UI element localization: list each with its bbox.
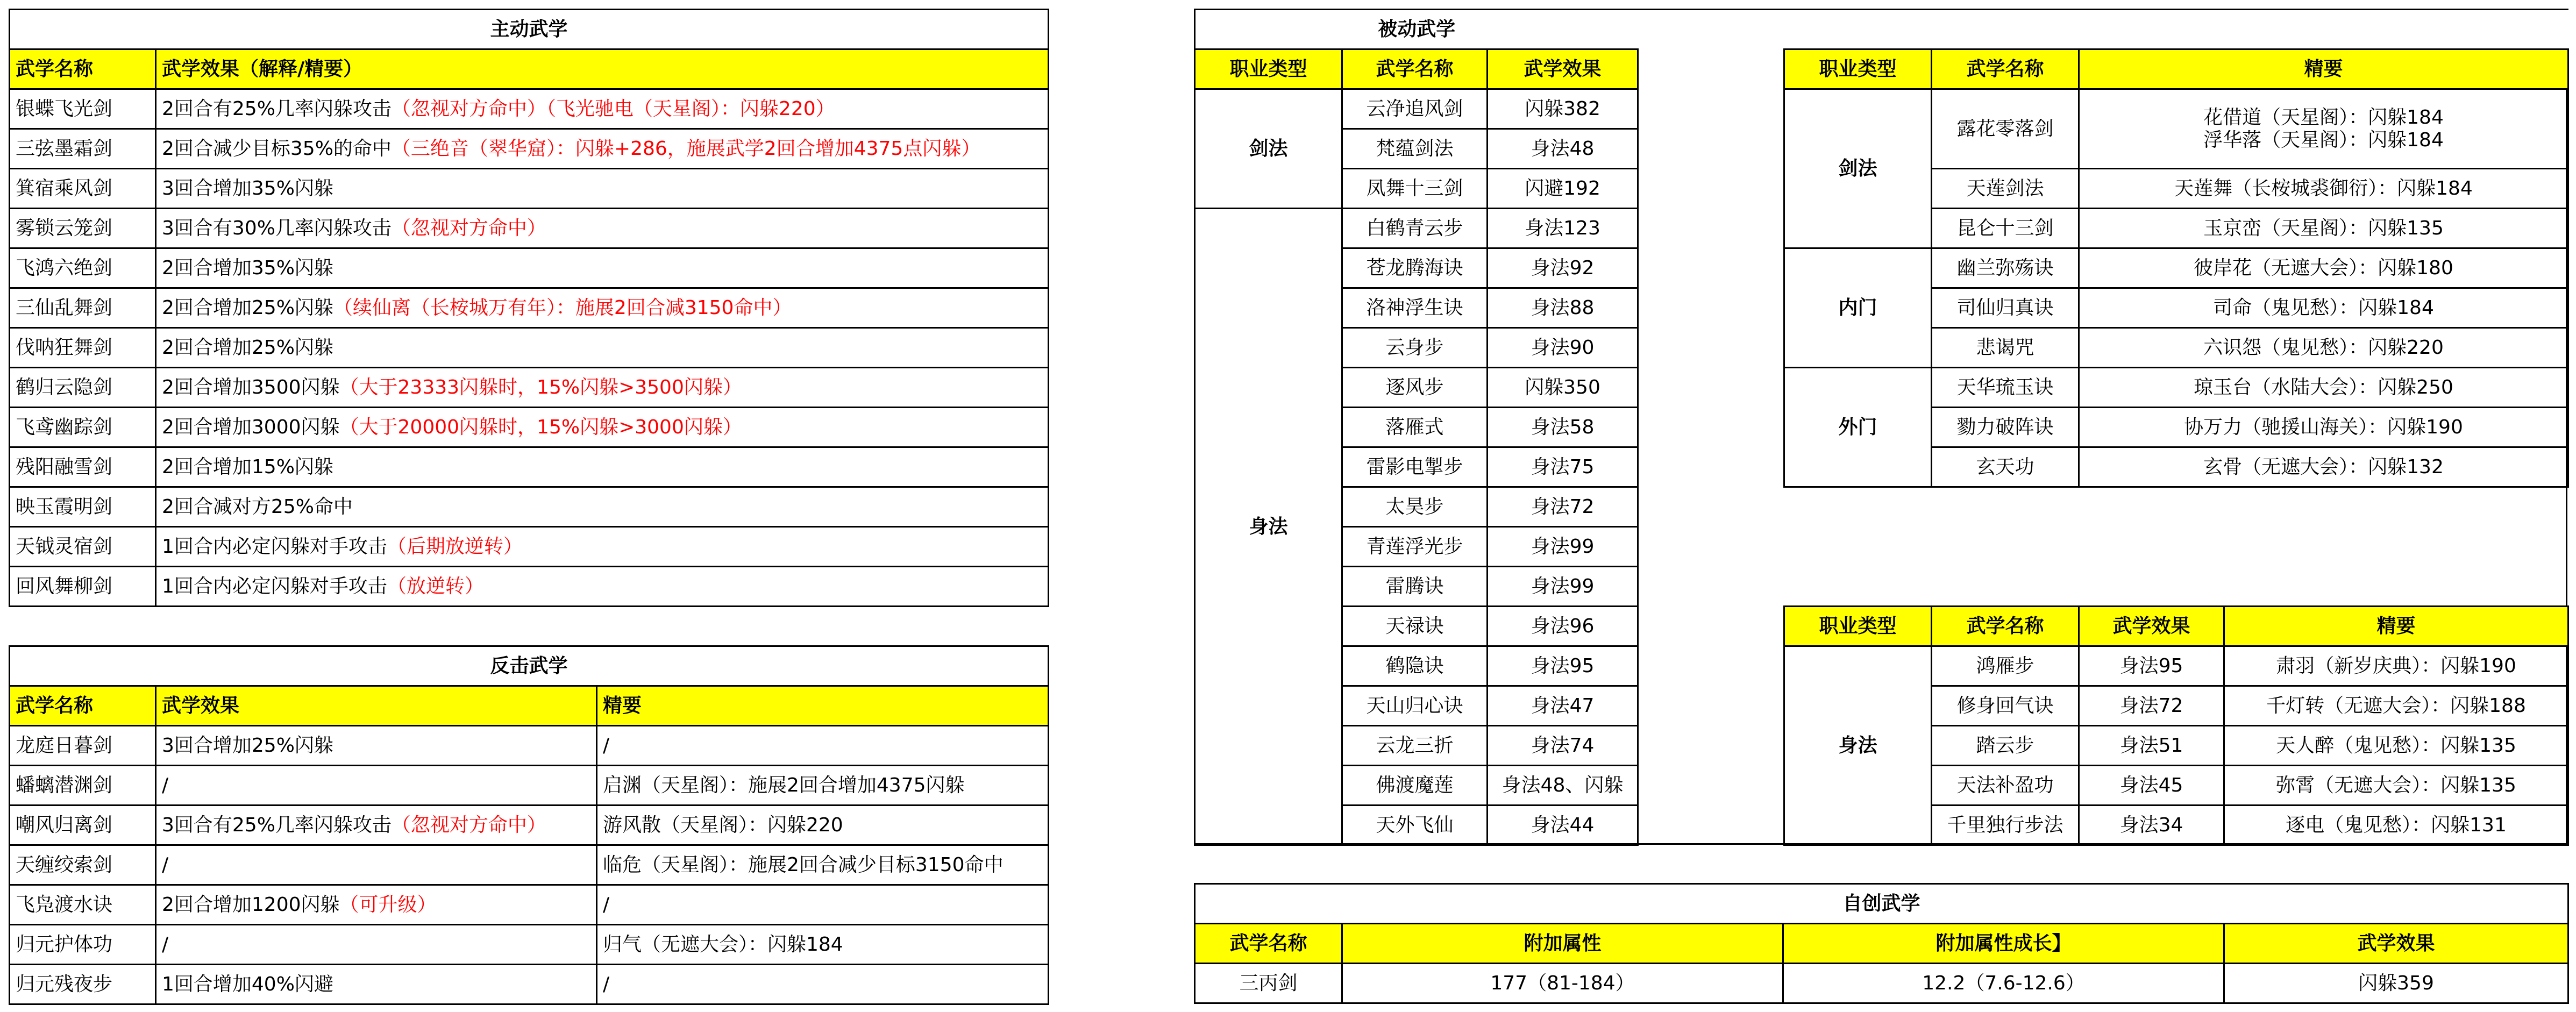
skill-name: 飞鸢幽踪剑	[10, 408, 156, 447]
skill-effect: 3回合有25%几率闪躲攻击（忽视对方命中）	[156, 806, 597, 845]
skill-refine: 彼岸花（无遮大会）：闪躲180	[2079, 248, 2568, 288]
skill-refine: 天人醉（鬼见愁）：闪躲135	[2224, 726, 2568, 766]
skill-effect: 身法34	[2079, 806, 2224, 845]
table-row	[10, 169, 1049, 209]
skill-effect: /	[156, 845, 597, 885]
skill-effect: 闪躲382	[1488, 89, 1638, 129]
extra-attr: 177（81-184）	[1342, 964, 1783, 1003]
header-skill-name: 武学名称	[10, 686, 156, 726]
skill-effect: 3回合有30%几率闪躲攻击（忽视对方命中）	[156, 209, 1049, 248]
skill-name: 勠力破阵诀	[1932, 408, 2079, 447]
table-row	[10, 288, 1049, 328]
skill-name: 银蝶飞光剑	[10, 89, 156, 129]
table-row	[1784, 89, 2568, 169]
active-skills-table	[9, 9, 1049, 607]
skill-note: （忽视对方命中）（飞光驰电（天星阁）：闪躲220）	[391, 97, 835, 120]
table-row	[10, 726, 1049, 766]
skill-name: 伐呐狂舞剑	[10, 328, 156, 368]
header-refine: 精要	[597, 686, 1049, 726]
skill-effect: 身法88	[1488, 288, 1638, 328]
skill-name: 映玉霞明剑	[10, 487, 156, 527]
header-skill-effect: 武学效果	[2224, 924, 2568, 964]
self-created-title: 自创武学	[1195, 884, 2568, 924]
header-skill-name: 武学名称	[1342, 49, 1488, 89]
skill-effect: 身法99	[1488, 527, 1638, 567]
header-class-type: 职业类型	[1784, 607, 1932, 646]
skill-name: 天钺灵宿剑	[10, 527, 156, 567]
skill-refine: 临危（天星阁）：施展2回合减少目标3150命中	[597, 845, 1049, 885]
header-skill-name: 武学名称	[10, 49, 156, 89]
class-type-cell: 内门	[1784, 248, 1932, 368]
skill-refine: /	[597, 885, 1049, 925]
skill-refine: 司命（鬼见愁）：闪躲184	[2079, 288, 2568, 328]
skill-effect: 身法74	[1488, 726, 1638, 766]
header-refine: 精要	[2224, 607, 2568, 646]
skill-effect: 2回合增加35%闪躲	[156, 248, 1049, 288]
skill-refine: 千灯转（无遮大会）：闪躲188	[2224, 686, 2568, 726]
skill-name: 天缠绞索剑	[10, 845, 156, 885]
table-row	[10, 885, 1049, 925]
skill-name: 飞凫渡水诀	[10, 885, 156, 925]
skill-effect: 1回合内必定闪躲对手攻击（放逆转）	[156, 567, 1049, 607]
class-type-cell: 身法	[1784, 646, 1932, 845]
skill-note: （忽视对方命中）	[391, 814, 546, 836]
skill-name: 龙庭日暮剑	[10, 726, 156, 766]
class-type-cell: 剑法	[1784, 89, 1932, 248]
skill-effect: 身法95	[2079, 646, 2224, 686]
skill-refine: 天莲舞（长桉城裘御衍）：闪躲184	[2079, 169, 2568, 209]
skill-name: 天外飞仙	[1342, 806, 1488, 845]
skill-effect: 闪避192	[1488, 169, 1638, 209]
skill-effect: 2回合有25%几率闪躲攻击（忽视对方命中）（飞光驰电（天星阁）：闪躲220）	[156, 89, 1049, 129]
skill-effect: 身法48	[1488, 129, 1638, 169]
skill-effect: 身法75	[1488, 447, 1638, 487]
table-row	[10, 925, 1049, 965]
skill-effect: 2回合减少目标35%的命中（三绝音（翠华窟）：闪躲+286，施展武学2回合增加4375点闪躲）	[156, 129, 1049, 169]
skill-name: 归元护体功	[10, 925, 156, 965]
refine-line: 花借道（天星阁）：闪躲184	[2203, 106, 2444, 129]
skill-effect: 2回合增加25%闪躲	[156, 328, 1049, 368]
skill-name: 云净追风剑	[1342, 89, 1488, 129]
skill-refine	[2079, 89, 2568, 169]
skill-name: 回风舞柳剑	[10, 567, 156, 607]
skill-effect: 闪躲359	[2224, 964, 2568, 1003]
header-skill-name: 武学名称	[1932, 49, 2079, 89]
skill-effect: 3回合增加25%闪躲	[156, 726, 597, 766]
active-skills-title: 主动武学	[10, 10, 1049, 49]
table-row	[1784, 368, 2568, 408]
skill-name: 云龙三折	[1342, 726, 1488, 766]
table-row	[10, 248, 1049, 288]
skill-effect: 2回合增加15%闪躲	[156, 447, 1049, 487]
skill-effect: /	[156, 925, 597, 965]
skill-name: 悲谒咒	[1932, 328, 2079, 368]
skill-name: 三丙剑	[1195, 964, 1342, 1003]
skill-refine: 琼玉台（水陆大会）：闪躲250	[2079, 368, 2568, 408]
skill-effect: 身法58	[1488, 408, 1638, 447]
skill-name: 昆仑十三剑	[1932, 209, 2079, 248]
refine-line: 浮华落（天星阁）：闪躲184	[2203, 129, 2444, 151]
table-row	[10, 89, 1049, 129]
table-row	[10, 527, 1049, 567]
skill-name: 鹤归云隐剑	[10, 368, 156, 408]
skill-name: 飞鸿六绝剑	[10, 248, 156, 288]
skill-note: （忽视对方命中）	[391, 217, 546, 239]
skill-name: 蟠螭潜渊剑	[10, 766, 156, 806]
skill-name: 修身回气诀	[1932, 686, 2079, 726]
table-row	[10, 567, 1049, 607]
skill-name: 雷腾诀	[1342, 567, 1488, 607]
skill-name: 玄天功	[1932, 447, 2079, 487]
skill-effect: 2回合增加1200闪躲（可升级）	[156, 885, 597, 925]
skill-effect: 闪躲350	[1488, 368, 1638, 408]
class-type-cell: 剑法	[1195, 89, 1342, 209]
skill-effect: 2回合增加3500闪躲（大于23333闪躲时，15%闪躲>3500闪躲）	[156, 368, 1049, 408]
skill-name: 逐风步	[1342, 368, 1488, 408]
passive-skills-left-table	[1194, 9, 1639, 846]
skill-name: 天华琉玉诀	[1932, 368, 2079, 408]
header-skill-effect: 武学效果	[2079, 607, 2224, 646]
table-row	[1784, 248, 2568, 288]
skill-effect: 身法95	[1488, 646, 1638, 686]
skill-effect: 身法44	[1488, 806, 1638, 845]
skill-name: 天山归心诀	[1342, 686, 1488, 726]
skill-note: （可升级）	[339, 893, 437, 916]
skill-name: 天法补盈功	[1932, 766, 2079, 806]
skill-note: （三绝音（翠华窟）：闪躲+286，施展武学2回合增加4375点闪躲）	[391, 137, 981, 160]
table-row	[10, 408, 1049, 447]
skill-effect: 1回合内必定闪躲对手攻击（后期放逆转）	[156, 527, 1049, 567]
skill-refine: 归气（无遮大会）：闪躲184	[597, 925, 1049, 965]
skill-refine: 逐电（鬼见愁）：闪躲131	[2224, 806, 2568, 845]
skill-effect: 1回合增加40%闪避	[156, 965, 597, 1004]
table-row	[10, 487, 1049, 527]
skill-name: 云身步	[1342, 328, 1488, 368]
skill-effect: 身法48、闪躲	[1488, 766, 1638, 806]
header-skill-name: 武学名称	[1195, 924, 1342, 964]
skill-effect: /	[156, 766, 597, 806]
header-extra-attr: 附加属性	[1342, 924, 1783, 964]
skill-effect: 身法47	[1488, 686, 1638, 726]
skill-name: 青莲浮光步	[1342, 527, 1488, 567]
skill-effect: 2回合增加25%闪躲（续仙离（长桉城万有年）：施展2回合减3150命中）	[156, 288, 1049, 328]
skill-note: （后期放逆转）	[387, 535, 523, 558]
skill-name: 佛渡魔莲	[1342, 766, 1488, 806]
header-skill-name: 武学名称	[1932, 607, 2079, 646]
skill-note: （大于20000闪躲时，15%闪躲>3000闪躲）	[339, 416, 742, 438]
attr-growth: 12.2（7.6-12.6）	[1783, 964, 2224, 1003]
header-skill-effect: 武学效果	[156, 686, 597, 726]
skill-refine: 玉京峦（天星阁）：闪躲135	[2079, 209, 2568, 248]
header-skill-effect: 武学效果	[1488, 49, 1638, 89]
skill-note: （续仙离（长桉城万有年）：施展2回合减3150命中）	[333, 296, 792, 319]
table-row	[10, 766, 1049, 806]
skill-refine: 游风散（天星阁）：闪躲220	[597, 806, 1049, 845]
skill-name: 天莲剑法	[1932, 169, 2079, 209]
skill-effect: 身法51	[2079, 726, 2224, 766]
skill-name: 天禄诀	[1342, 607, 1488, 646]
skill-name: 凤舞十三剑	[1342, 169, 1488, 209]
table-row	[1195, 209, 1638, 248]
skill-refine: /	[597, 726, 1049, 766]
skill-effect: 身法96	[1488, 607, 1638, 646]
skill-refine: 启渊（天星阁）：施展2回合增加4375闪躲	[597, 766, 1049, 806]
table-row	[10, 368, 1049, 408]
table-row	[10, 806, 1049, 845]
header-class-type: 职业类型	[1784, 49, 1932, 89]
header-class-type: 职业类型	[1195, 49, 1342, 89]
skill-name: 司仙归真诀	[1932, 288, 2079, 328]
skill-name: 千里独行步法	[1932, 806, 2079, 845]
skill-effect: 身法90	[1488, 328, 1638, 368]
skill-name: 踏云步	[1932, 726, 2079, 766]
skill-name: 归元残夜步	[10, 965, 156, 1004]
header-skill-effect: 武学效果（解释/精要）	[156, 49, 1049, 89]
skill-name: 落雁式	[1342, 408, 1488, 447]
self-created-skills-table	[1194, 883, 2569, 1004]
class-type-cell: 身法	[1195, 209, 1342, 845]
skill-name: 太昊步	[1342, 487, 1488, 527]
header-attr-growth: 附加属性成长】	[1783, 924, 2224, 964]
class-type-cell: 外门	[1784, 368, 1932, 487]
skill-name: 鸿雁步	[1932, 646, 2079, 686]
table-row	[10, 447, 1049, 487]
counter-skills-title: 反击武学	[10, 646, 1049, 686]
table-row	[1784, 646, 2568, 686]
skill-name: 梵蕴剑法	[1342, 129, 1488, 169]
skill-effect: 身法72	[1488, 487, 1638, 527]
skill-effect: 3回合增加35%闪躲	[156, 169, 1049, 209]
skill-name: 雾锁云笼剑	[10, 209, 156, 248]
skill-name: 三弦墨霜剑	[10, 129, 156, 169]
skill-name: 箕宿乘风剑	[10, 169, 156, 209]
skill-name: 白鹤青云步	[1342, 209, 1488, 248]
skill-refine: /	[597, 965, 1049, 1004]
table-row	[10, 209, 1049, 248]
skill-effect: 身法99	[1488, 567, 1638, 607]
skill-effect: 2回合减对方25%命中	[156, 487, 1049, 527]
skill-refine: 弥霄（无遮大会）：闪躲135	[2224, 766, 2568, 806]
skill-effect: 2回合增加3000闪躲（大于20000闪躲时，15%闪躲>3000闪躲）	[156, 408, 1049, 447]
counter-skills-table	[9, 645, 1049, 1005]
passive-skills-title: 被动武学	[1195, 10, 1638, 49]
skill-name: 鹤隐诀	[1342, 646, 1488, 686]
skill-name: 苍龙腾海诀	[1342, 248, 1488, 288]
skill-effect: 身法45	[2079, 766, 2224, 806]
skill-name: 嘲风归离剑	[10, 806, 156, 845]
skill-refine: 六识怨（鬼见愁）：闪躲220	[2079, 328, 2568, 368]
skill-refine: 肃羽（新岁庆典）：闪躲190	[2224, 646, 2568, 686]
table-row	[10, 129, 1049, 169]
skill-name: 露花零落剑	[1932, 89, 2079, 169]
skill-note: （放逆转）	[387, 575, 484, 597]
skill-name: 幽兰弥殇诀	[1932, 248, 2079, 288]
skill-name: 雷影电掣步	[1342, 447, 1488, 487]
skill-note: （大于23333闪躲时，15%闪躲>3500闪躲）	[339, 376, 742, 398]
skill-refine: 协万力（驰援山海关）：闪躲190	[2079, 408, 2568, 447]
skill-effect: 身法123	[1488, 209, 1638, 248]
table-row	[10, 845, 1049, 885]
table-row	[1195, 89, 1638, 129]
skill-name: 洛神浮生诀	[1342, 288, 1488, 328]
table-row	[10, 328, 1049, 368]
skill-effect: 身法92	[1488, 248, 1638, 288]
skill-effect: 身法72	[2079, 686, 2224, 726]
passive-skills-refine-table	[1783, 9, 2569, 488]
skill-refine: 玄骨（无遮大会）：闪躲132	[2079, 447, 2568, 487]
skill-name: 三仙乱舞剑	[10, 288, 156, 328]
passive-movement-table	[1783, 605, 2569, 846]
table-row	[1195, 964, 2568, 1003]
table-row	[10, 965, 1049, 1004]
skill-name: 残阳融雪剑	[10, 447, 156, 487]
header-refine: 精要	[2079, 49, 2568, 89]
